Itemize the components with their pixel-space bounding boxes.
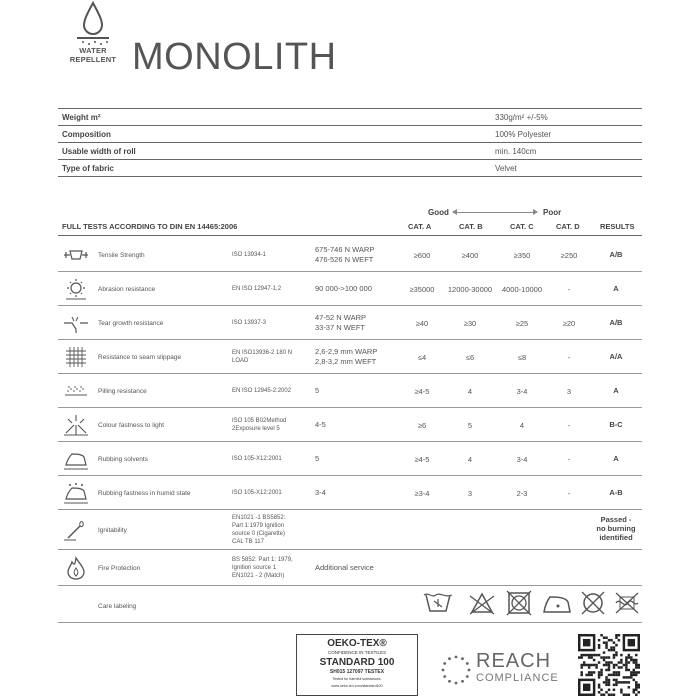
test-standard-line: Ignition source 1	[232, 565, 277, 571]
cat-a-value	[397, 387, 447, 396]
test-standard	[232, 251, 266, 259]
test-name-line: Colour fastness to light	[98, 421, 165, 429]
no-tumble-dry-icon	[507, 591, 531, 615]
property-label: Type of fabric	[62, 164, 114, 173]
test-value-line: 47-52 N WARP	[315, 313, 366, 322]
rubbing-humid-icon	[62, 481, 90, 505]
tear-icon	[62, 311, 90, 335]
test-standard	[232, 489, 282, 497]
test-row	[58, 550, 642, 586]
seam-slippage-icon	[62, 345, 90, 369]
test-row	[58, 442, 642, 476]
test-name	[98, 285, 155, 294]
test-name	[98, 455, 148, 464]
test-result	[591, 352, 641, 361]
test-value	[315, 420, 326, 430]
test-name	[98, 251, 145, 260]
test-result-line: no burning	[596, 524, 636, 533]
test-row	[58, 476, 642, 510]
test-row	[58, 374, 642, 408]
test-value-line: 90 000->100 000	[315, 284, 372, 293]
header-cat-c: CAT. C	[510, 222, 534, 231]
property-row-width	[58, 143, 642, 160]
cat-b-value	[445, 319, 495, 328]
test-standard-line: EN ISO13936-2 180 N	[232, 350, 293, 356]
test-name	[98, 564, 140, 573]
test-standard-line: ISO 105 B02Method	[232, 418, 287, 424]
test-result-line: A/B	[609, 250, 623, 259]
cat-b-value	[445, 353, 495, 362]
test-standard	[232, 417, 286, 433]
cat-c-value-line: 4	[519, 420, 525, 430]
test-result	[591, 284, 641, 293]
test-standard-line: ISO 13937-3	[232, 320, 267, 326]
test-result	[591, 250, 641, 259]
cat-d-value	[544, 421, 594, 430]
cat-a-value	[397, 251, 447, 260]
test-name	[98, 353, 181, 362]
test-value	[315, 454, 319, 464]
cat-d-value	[544, 455, 594, 464]
cat-b-value-line: 12000-30000	[447, 284, 493, 294]
test-standard-line: source 0 (Cigarette)	[232, 531, 286, 537]
test-standard-line: ISO 13934-1	[232, 252, 267, 258]
test-value-line: 4-5	[315, 420, 326, 429]
test-result	[591, 318, 641, 327]
test-name	[98, 526, 127, 535]
test-result	[591, 454, 641, 463]
test-result-line: A	[613, 284, 619, 293]
test-value-line: 2,6-2,9 mm WARP	[315, 347, 378, 356]
cat-b-value-line: ≥30	[463, 318, 477, 328]
water-repellent-badge	[62, 0, 124, 76]
test-name	[98, 421, 164, 430]
cat-a-value	[397, 353, 447, 362]
test-row	[58, 340, 642, 374]
ignitability-icon	[62, 518, 90, 542]
test-value-line: 5	[315, 386, 320, 395]
cat-c-value	[497, 285, 547, 294]
cat-d-value	[544, 489, 594, 498]
test-standard	[232, 285, 281, 293]
cat-c-value	[497, 251, 547, 260]
cat-c-value-line: 3-4	[516, 386, 528, 396]
scale-poor: Poor	[543, 208, 562, 217]
cat-d-value	[544, 387, 594, 396]
property-value: min. 140cm	[495, 147, 537, 156]
property-label: Composition	[62, 130, 111, 139]
cat-d-value-line: -	[567, 420, 571, 430]
test-result-line: A-B	[609, 488, 623, 497]
property-label: Weight m²	[62, 113, 101, 122]
no-bleach-icon	[470, 594, 494, 614]
cat-b-value-line: 4	[467, 454, 473, 464]
tensile-icon	[62, 243, 90, 267]
test-row	[58, 408, 642, 442]
cat-c-value	[497, 489, 547, 498]
cat-c-value	[497, 353, 547, 362]
care-symbols	[420, 589, 640, 619]
test-value-line: 476-526 N WEFT	[315, 255, 374, 264]
test-result-line: Passed -	[600, 515, 632, 524]
test-value-line: 33-37 N WEFT	[315, 323, 366, 332]
test-value	[315, 245, 374, 265]
cat-c-value-line: ≥350	[513, 250, 531, 260]
care-label: Care labeling	[98, 603, 137, 610]
cat-d-value	[544, 251, 594, 260]
cat-c-value-line: 4000-10000	[501, 284, 543, 294]
scale-good: Good	[428, 208, 449, 217]
test-result-line: A	[613, 386, 619, 395]
test-standard-line: EN1021 - 2 (Match)	[232, 573, 285, 579]
test-standard	[232, 514, 285, 546]
cat-d-value	[544, 353, 594, 362]
property-value: Velvet	[495, 164, 517, 173]
cat-b-value	[445, 421, 495, 430]
water-drop-icon	[73, 0, 113, 46]
cat-a-value	[397, 285, 447, 294]
property-row-fabric-type	[58, 160, 642, 177]
cat-d-value	[544, 319, 594, 328]
test-row	[58, 238, 642, 272]
test-value	[315, 347, 377, 367]
test-name-line: Rubbing fastness in humid state	[98, 489, 191, 497]
light-fastness-icon	[62, 413, 90, 437]
oeko-standard: STANDARD 100	[319, 657, 395, 668]
cat-a-value	[397, 319, 447, 328]
cat-d-value	[544, 285, 594, 294]
property-row-composition	[58, 126, 642, 143]
cat-d-value-line: ≥20	[562, 318, 576, 328]
wash-30-icon	[424, 594, 452, 611]
test-name-line: Ignitability	[98, 526, 127, 534]
cat-b-value-line: ≥400	[461, 250, 479, 260]
cat-b-value	[445, 285, 495, 294]
test-value	[315, 313, 366, 333]
cat-b-value-line: 3	[467, 488, 473, 498]
test-value	[315, 284, 372, 294]
oeko-tested: Tested for harmful substances.	[332, 677, 382, 681]
test-standard	[232, 319, 266, 327]
eu-stars-icon	[440, 654, 472, 686]
oeko-number: SH015 127097 TESTEX	[329, 669, 385, 675]
oeko-url: www.oeko-tex.com/standard100	[331, 683, 383, 688]
test-result-line: A/A	[609, 352, 623, 361]
test-name	[98, 319, 163, 328]
cat-c-value	[497, 455, 547, 464]
cat-a-value-line: ≥6	[417, 420, 427, 430]
badge-line-1: WATER	[79, 46, 107, 55]
test-name-line: Tensile Strength	[98, 251, 145, 259]
test-name-line: Abrasion resistance	[98, 285, 156, 293]
test-standard	[232, 455, 282, 463]
property-row-weight	[58, 109, 642, 126]
cat-c-value-line: ≥25	[515, 318, 529, 328]
no-dry-clean-icon	[582, 592, 604, 614]
test-standard-line: Part 1:1979 Ignition	[232, 523, 285, 529]
oeko-tex-label	[296, 634, 418, 696]
test-name	[98, 387, 147, 396]
test-name-line: Tear growth resistance	[98, 319, 164, 327]
property-value: 330g/m² +/-5%	[495, 113, 548, 122]
cat-c-value-line: 2-3	[516, 488, 528, 498]
test-result	[591, 420, 641, 429]
test-standard-line: EN ISO 12945-2:2002	[232, 388, 292, 394]
test-name-line: Pilling resistance	[98, 387, 147, 395]
test-standard-line: ISO 105-X12:2001	[232, 490, 282, 496]
header-cat-a: CAT. A	[408, 222, 432, 231]
cat-a-value-line: ≥4-5	[414, 454, 430, 464]
test-value-line: 3-4	[315, 488, 326, 497]
test-row	[58, 510, 642, 550]
cat-d-value-line: -	[567, 488, 571, 498]
test-result-line: A/B	[609, 318, 623, 327]
cat-c-value	[497, 319, 547, 328]
header-divider	[58, 235, 642, 236]
abrasion-icon	[62, 277, 90, 301]
cat-c-value	[497, 421, 547, 430]
cat-d-value-line: -	[567, 454, 571, 464]
pilling-icon	[62, 379, 90, 403]
reach-title: REACH	[476, 650, 552, 672]
header-results: RESULTS	[600, 222, 635, 231]
test-value	[315, 386, 319, 396]
test-result	[591, 515, 641, 542]
cat-a-value-line: ≤4	[417, 352, 427, 362]
test-row	[58, 272, 642, 306]
fire-icon	[62, 556, 90, 580]
test-standard-line: EN ISO 12947-1,2	[232, 286, 282, 292]
property-value: 100% Polyester	[495, 130, 552, 139]
cat-a-value-line: ≥4-5	[414, 386, 430, 396]
test-row	[58, 306, 642, 340]
cat-a-value-line: ≥600	[413, 250, 431, 260]
test-standard-line: 2Exposure level 5	[232, 426, 280, 432]
no-wring-icon	[616, 593, 638, 613]
cat-b-value-line: 4	[467, 386, 473, 396]
tests-title: FULL TESTS ACCORDING TO DIN EN 14465:2006	[62, 222, 238, 231]
cat-a-value-line: ≥3-4	[414, 488, 430, 498]
header-cat-b: CAT. B	[459, 222, 483, 231]
test-name-line: Rubbing solvents	[98, 455, 148, 463]
reach-logo	[440, 650, 560, 690]
oeko-subtitle: CONFIDENCE IN TEXTILES	[328, 650, 386, 655]
cat-a-value-line: ≥40	[415, 318, 429, 328]
cat-a-value	[397, 489, 447, 498]
cat-a-value	[397, 421, 447, 430]
cat-b-value	[445, 251, 495, 260]
test-value-line: 2,8-3,2 mm WEFT	[315, 357, 377, 366]
test-value-line: 675-746 N WARP	[315, 245, 375, 254]
cat-b-value-line: 5	[467, 420, 473, 430]
cat-c-value-line: 3-4	[516, 454, 528, 464]
reach-subtitle: COMPLIANCE	[476, 672, 559, 684]
cat-b-value	[445, 387, 495, 396]
test-standard	[232, 556, 293, 580]
cat-c-value-line: ≤8	[517, 352, 527, 362]
test-result-line: A	[613, 454, 619, 463]
bottom-divider	[58, 622, 642, 623]
header-cat-d: CAT. D	[556, 222, 580, 231]
cat-d-value-line: -	[567, 352, 571, 362]
cat-a-value-line: ≥35000	[409, 284, 435, 294]
test-standard-line: ISO 105-X12:2001	[232, 456, 282, 462]
test-standard-line: LOAD	[232, 358, 249, 364]
test-standard-line: CAL TB 117	[232, 539, 264, 545]
cat-b-value	[445, 455, 495, 464]
test-result	[591, 386, 641, 395]
properties-table	[58, 108, 642, 177]
scale-arrow-icon	[453, 212, 537, 213]
oeko-title: OEKO-TEX®	[327, 638, 387, 649]
rubbing-solvents-icon	[62, 447, 90, 471]
test-result-line: B-C	[609, 420, 623, 429]
test-name	[98, 489, 191, 498]
test-result	[591, 488, 641, 497]
cat-d-value-line: 3	[566, 386, 572, 396]
test-standard-line: BS 5852: Part 1: 1979,	[232, 557, 293, 563]
test-name-line: Fire Protection	[98, 564, 141, 572]
iron-low-icon	[544, 597, 570, 612]
test-value-line: Additional service	[315, 563, 374, 572]
test-standard-line: EN1021 -1 BS5852:	[232, 515, 286, 521]
cat-d-value-line: -	[567, 284, 571, 294]
qr-code[interactable]	[578, 634, 640, 696]
test-value	[315, 563, 374, 573]
badge-line-2: REPELLENT	[69, 55, 117, 64]
cat-b-value-line: ≤6	[465, 352, 475, 362]
test-value	[315, 488, 326, 498]
cat-c-value	[497, 387, 547, 396]
cat-b-value	[445, 489, 495, 498]
test-result-line: identified	[599, 533, 633, 542]
test-value-line: 5	[315, 454, 320, 463]
product-title: MONOLITH	[132, 36, 337, 78]
cat-a-value	[397, 455, 447, 464]
test-standard	[232, 387, 291, 395]
test-name-line: Resistance to seam slippage	[98, 353, 182, 361]
cat-d-value-line: ≥250	[560, 250, 578, 260]
test-standard	[232, 349, 292, 365]
property-label: Usable width of roll	[62, 147, 136, 156]
